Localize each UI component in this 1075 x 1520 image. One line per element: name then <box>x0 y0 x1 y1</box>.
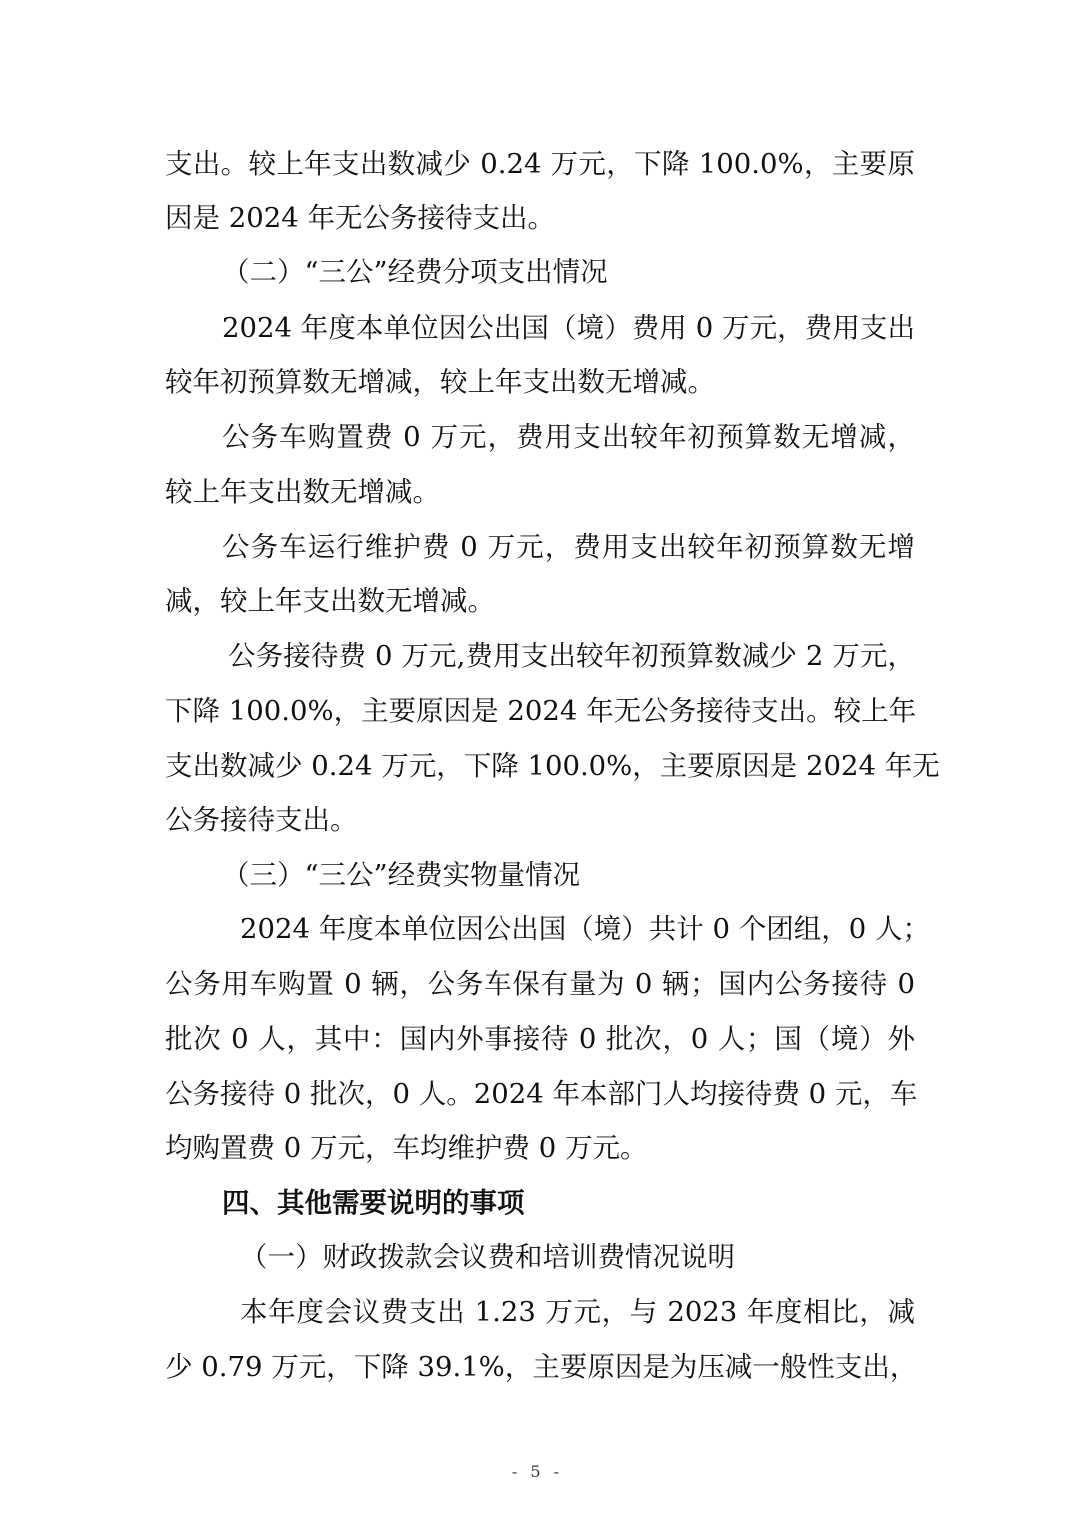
body-text-line: 公务接待费 0 万元,费用支出较年初预算数减少 2 万元， <box>228 640 915 672</box>
body-text-line: 2024 年度本单位因公出国（境）费用 0 万元，费用支出 <box>222 312 915 344</box>
body-text-line: 公务接待支出。 <box>165 804 358 836</box>
body-text-line: 下降 100.0%，主要原因是 2024 年无公务接待支出。较上年 <box>165 695 917 727</box>
body-text-line: 2024 年度本单位因公出国（境）共计 0 个团组，0 人； <box>240 913 930 945</box>
body-text-line: 支出。较上年支出数减少 0.24 万元，下降 100.0%，主要原 <box>165 148 915 180</box>
section-subheading: （二）“三公”经费分项支出情况 <box>222 256 608 288</box>
body-text-line: 公务车运行维护费 0 万元，费用支出较年初预算数无增 <box>222 531 915 563</box>
body-text-line: 本年度会议费支出 1.23 万元，与 2023 年度相比，减 <box>240 1296 915 1328</box>
section-subheading: （三）“三公”经费实物量情况 <box>222 859 581 891</box>
body-text-line: 公务车购置费 0 万元，费用支出较年初预算数无增减， <box>222 421 915 453</box>
body-text-line: 减，较上年支出数无增减。 <box>165 585 495 617</box>
body-text-line: 较年初预算数无增减，较上年支出数无增减。 <box>165 366 715 398</box>
body-text-line: 均购置费 0 万元，车均维护费 0 万元。 <box>165 1132 648 1164</box>
section-subheading: （一）财政拨款会议费和培训费情况说明 <box>240 1241 735 1273</box>
body-text-line: 较上年支出数无增减。 <box>165 476 440 508</box>
body-text-line: 因是 2024 年无公务接待支出。 <box>165 202 555 234</box>
body-text-line: 公务接待 0 批次，0 人。2024 年本部门人均接待费 0 元，车 <box>165 1078 918 1110</box>
body-text-line: 支出数减少 0.24 万元，下降 100.0%，主要原因是 2024 年无 <box>165 750 940 782</box>
section-heading: 四、其他需要说明的事项 <box>222 1187 525 1219</box>
body-text-line: 批次 0 人，其中：国内外事接待 0 批次，0 人；国（境）外 <box>165 1023 915 1055</box>
body-text-line: 公务用车购置 0 辆，公务车保有量为 0 辆；国内公务接待 0 <box>165 968 915 1000</box>
page-number: - 5 - <box>511 1462 564 1481</box>
body-text-line: 少 0.79 万元，下降 39.1%，主要原因是为压减一般性支出， <box>165 1351 918 1383</box>
